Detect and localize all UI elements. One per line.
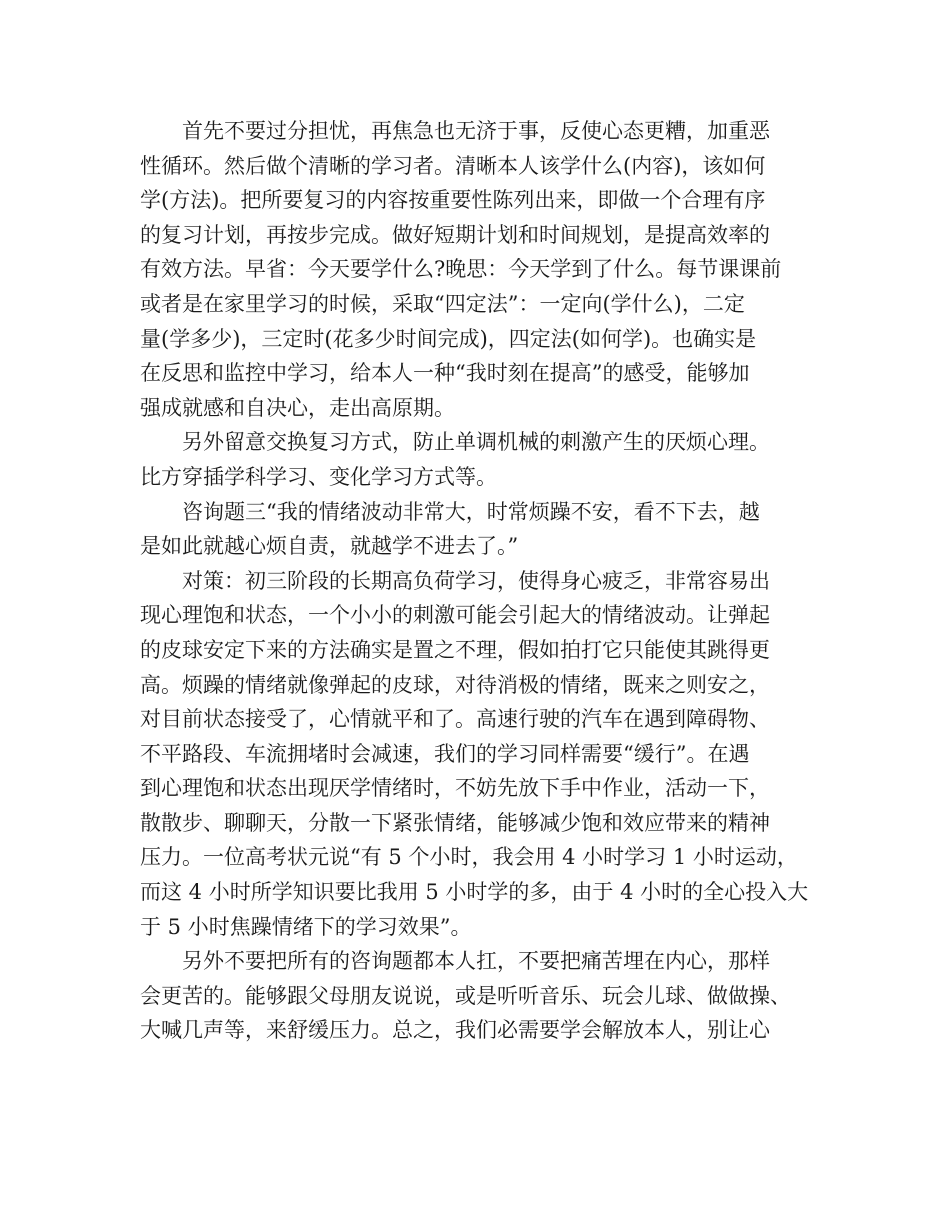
text-line: 量(学多少)，三定时(花多少时间完成)，四定法(如何学)。也确实是 xyxy=(140,326,757,351)
paragraph-2 xyxy=(140,425,820,494)
text-line: 首先不要过分担忧，再焦急也无济于事，反使心态更糟，加重恶 xyxy=(182,119,770,143)
text-line: 强成就感和自决心，走出高原期。 xyxy=(140,395,455,420)
text-line: 是如此就越心烦自责，就越学不进去了。” xyxy=(140,534,519,559)
paragraph-1 xyxy=(140,114,820,425)
text-line: 会更苦的。能够跟父母朋友说说，或是听听音乐、玩会儿球、做做操、 xyxy=(140,983,791,1008)
paragraph-3 xyxy=(140,495,820,564)
text-line: 或者是在家里学习的时候，采取“四定法”：一定向(学什么)，二定 xyxy=(140,291,745,316)
text-line: 另外不要把所有的咨询题都本人扛，不要把痛苦埋在内心，那样 xyxy=(182,949,770,974)
text-line: 对目前状态接受了，心情就平和了。高速行驶的汽车在遇到障碍物、 xyxy=(140,707,770,732)
text-line: 性循环。然后做个清晰的学习者。清晰本人该学什么(内容)，该如何 xyxy=(140,153,766,178)
text-line: 的皮球安定下来的方法确实是置之不理，假如拍打它只能使其跳得更 xyxy=(140,637,770,662)
text-line: 比方穿插学科学习、变化学习方式等。 xyxy=(140,464,497,489)
text-line: 散散步、聊聊天，分散一下紧张情绪，能够减少饱和效应带来的精神 xyxy=(140,810,770,835)
text-line: 现心理饱和状态，一个小小的刺激可能会引起大的情绪波动。让弹起 xyxy=(140,603,770,628)
text-line: 而这 4 小时所学知识要比我用 5 小时学的多，由于 4 小时的全心投入大 xyxy=(140,880,809,905)
document-body xyxy=(140,114,820,1048)
text-line: 于 5 小时焦躁情绪下的学习效果”。 xyxy=(140,914,472,939)
text-line: 对策：初三阶段的长期高负荷学习，使得身心疲乏，非常容易出 xyxy=(182,568,770,593)
text-line: 到心理饱和状态出现厌学情绪时，不妨先放下手中作业，活动一下， xyxy=(140,776,770,801)
text-line: 学(方法)。把所要复习的内容按重要性陈列出来，即做一个合理有序 xyxy=(140,188,766,213)
text-line: 大喊几声等，来舒缓压力。总之，我们必需要学会解放本人，别让心 xyxy=(140,1018,770,1043)
text-line: 有效方法。早省：今天要学什么?晚思：今天学到了什么。每节课课前 xyxy=(140,257,782,282)
paragraph-4 xyxy=(140,564,820,945)
text-line: 压力。一位高考状元说“有 5 个小时，我会用 4 小时学习 1 小时运动， xyxy=(140,845,798,870)
text-line: 不平路段、车流拥堵时会减速，我们的学习同样需要“缓行”。在遇 xyxy=(140,741,750,766)
text-line: 另外留意交换复习方式，防止单调机械的刺激产生的厌烦心理。 xyxy=(182,430,770,455)
paragraph-5 xyxy=(140,944,820,1048)
text-line: 高。烦躁的情绪就像弹起的皮球，对待消极的情绪，既来之则安之， xyxy=(140,672,770,697)
text-line: 咨询题三“我的情绪波动非常大，时常烦躁不安，看不下去，越 xyxy=(182,499,760,524)
text-line: 在反思和监控中学习，给本人一种“我时刻在提高”的感受，能够加 xyxy=(140,361,750,386)
text-line: 的复习计划，再按步完成。做好短期计划和时间规划，是提高效率的 xyxy=(140,222,770,247)
